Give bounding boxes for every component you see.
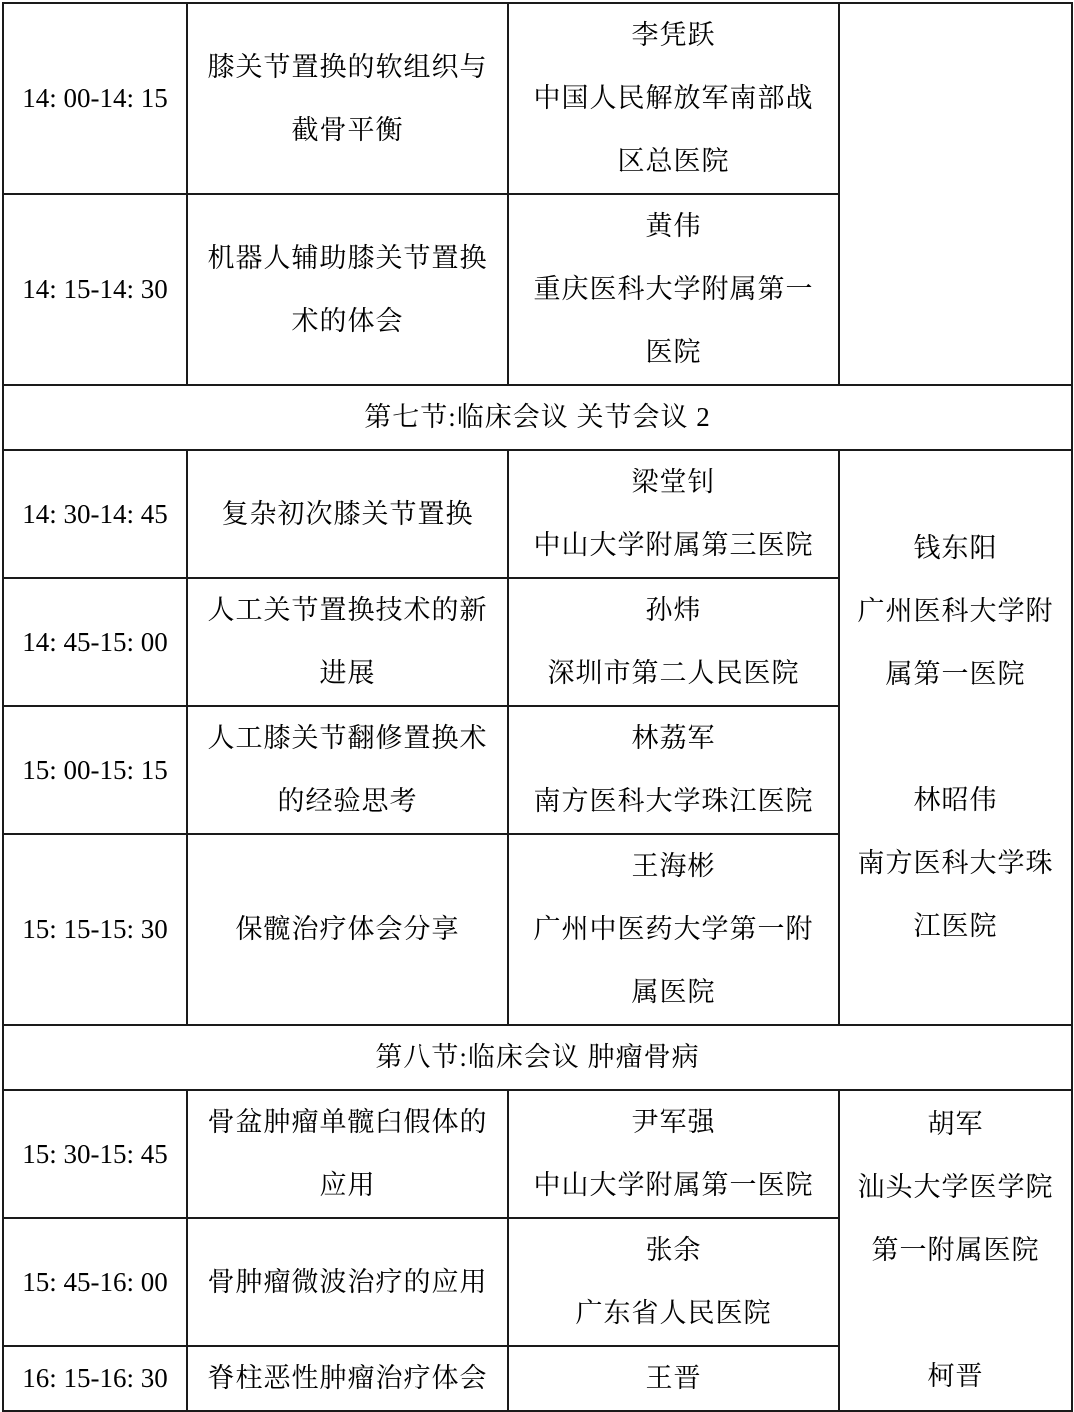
text-line: 人工关节置换技术的新: [207, 595, 488, 625]
table-row: [3, 3, 1072, 194]
text-line: 南方医科大学珠: [857, 848, 1054, 878]
text-line: 张余: [645, 1235, 702, 1265]
text-line: 钱东阳: [913, 533, 998, 563]
speaker-cell: [508, 1218, 839, 1346]
text-line: 林荔军: [631, 723, 716, 753]
moderator-cell: [839, 3, 1072, 385]
text-line: 汕头大学医学院: [857, 1172, 1054, 1202]
text-line: 15: 30-15: 45: [22, 1138, 168, 1169]
text-line: 广州中医药大学第一附: [533, 914, 814, 944]
text-line: 膝关节置换的软组织与: [207, 51, 488, 82]
speaker-cell: [508, 834, 839, 1025]
time-cell: [3, 706, 187, 834]
text-line: 林昭伟: [913, 785, 998, 815]
time-cell: [3, 450, 187, 578]
time-cell: [3, 1218, 187, 1346]
text-line: 15: 15-15: 30: [22, 914, 168, 944]
text-line: 属第一医院: [885, 659, 1026, 689]
text-line: 属医院: [631, 977, 716, 1007]
speaker-cell: [508, 450, 839, 578]
section-header: [3, 1025, 1072, 1090]
topic-cell: [187, 194, 508, 385]
table-row: [3, 1090, 1072, 1218]
text-line: 应用: [319, 1170, 376, 1200]
moderator-cell: [839, 450, 1072, 1025]
text-line: 骨肿瘤微波治疗的应用: [207, 1266, 488, 1297]
text-line: 柯晋: [927, 1361, 984, 1391]
topic-cell: [187, 1346, 508, 1411]
topic-cell: [187, 1218, 508, 1346]
text-line: 截骨平衡: [291, 114, 404, 145]
text-line: 术的体会: [291, 305, 404, 336]
text-line: 进展: [319, 658, 376, 688]
moderator-cell: [839, 1090, 1072, 1411]
text-line: 复杂初次膝关节置换: [221, 498, 474, 529]
schedule-table: [2, 2, 1073, 1412]
text-line: 16: 15-16: 30: [22, 1363, 168, 1393]
text-line: 广州医科大学附: [857, 596, 1054, 626]
time-cell: [3, 3, 187, 194]
text-line: 的经验思考: [277, 786, 418, 816]
speaker-cell: [508, 706, 839, 834]
text-line: 第八节:临床会议 肿瘤骨病: [375, 1042, 700, 1072]
section-header: [3, 385, 1072, 450]
text-line: 14: 00-14: 15: [22, 83, 168, 113]
table-row: [3, 450, 1072, 578]
topic-cell: [187, 3, 508, 194]
schedule-table-body: [3, 3, 1072, 1411]
time-cell: [3, 834, 187, 1025]
section-header-row: [3, 385, 1072, 450]
text-line: 重庆医科大学附属第一: [533, 274, 814, 304]
text-line: 广东省人民医院: [575, 1298, 772, 1328]
text-line: 中国人民解放军南部战: [533, 83, 814, 113]
topic-cell: [187, 1090, 508, 1218]
text-line: 胡军: [927, 1109, 984, 1139]
speaker-cell: [508, 578, 839, 706]
time-cell: [3, 578, 187, 706]
section-header-row: [3, 1025, 1072, 1090]
text-line: 14: 45-15: 00: [22, 626, 168, 657]
text-line: 中山大学附属第一医院: [533, 1170, 814, 1200]
text-line: 孙炜: [645, 595, 702, 625]
text-line: 深圳市第二人民医院: [547, 658, 800, 688]
speaker-cell: [508, 194, 839, 385]
topic-cell: [187, 834, 508, 1025]
text-line: 医院: [645, 337, 702, 367]
text-line: 机器人辅助膝关节置换: [207, 242, 488, 273]
text-line: 15: 45-16: 00: [22, 1266, 168, 1297]
topic-cell: [187, 450, 508, 578]
text-line: 骨盆肿瘤单髋臼假体的: [207, 1107, 488, 1137]
text-line: [840, 1282, 1071, 1345]
speaker-cell: [508, 3, 839, 194]
text-line: 王晋: [645, 1363, 702, 1393]
text-line: 14: 30-14: 45: [22, 498, 168, 529]
text-line: 15: 00-15: 15: [22, 754, 168, 785]
time-cell: [3, 1346, 187, 1411]
text-line: [840, 706, 1071, 769]
speaker-cell: [508, 1346, 839, 1411]
text-line: 王海彬: [631, 851, 716, 881]
topic-cell: [187, 706, 508, 834]
text-line: 江医院: [913, 911, 998, 941]
time-cell: [3, 1090, 187, 1218]
text-line: 脊柱恶性肿瘤治疗体会: [207, 1363, 488, 1393]
text-line: 中山大学附属第三医院: [533, 530, 814, 560]
text-line: 保髋治疗体会分享: [235, 914, 460, 944]
time-cell: [3, 194, 187, 385]
text-line: 区总医院: [617, 146, 730, 176]
text-line: 尹军强: [631, 1107, 716, 1137]
text-line: 14: 15-14: 30: [22, 274, 168, 304]
text-line: 人工膝关节翻修置换术: [207, 723, 488, 753]
text-line: 第七节:临床会议 关节会议 2: [364, 402, 711, 432]
text-line: 第一附属医院: [871, 1235, 1040, 1265]
speaker-cell: [508, 1090, 839, 1218]
text-line: 梁堂钊: [631, 467, 716, 497]
topic-cell: [187, 578, 508, 706]
text-line: 李凭跃: [631, 20, 716, 50]
text-line: 黄伟: [645, 211, 702, 241]
text-line: 南方医科大学珠江医院: [533, 786, 814, 816]
